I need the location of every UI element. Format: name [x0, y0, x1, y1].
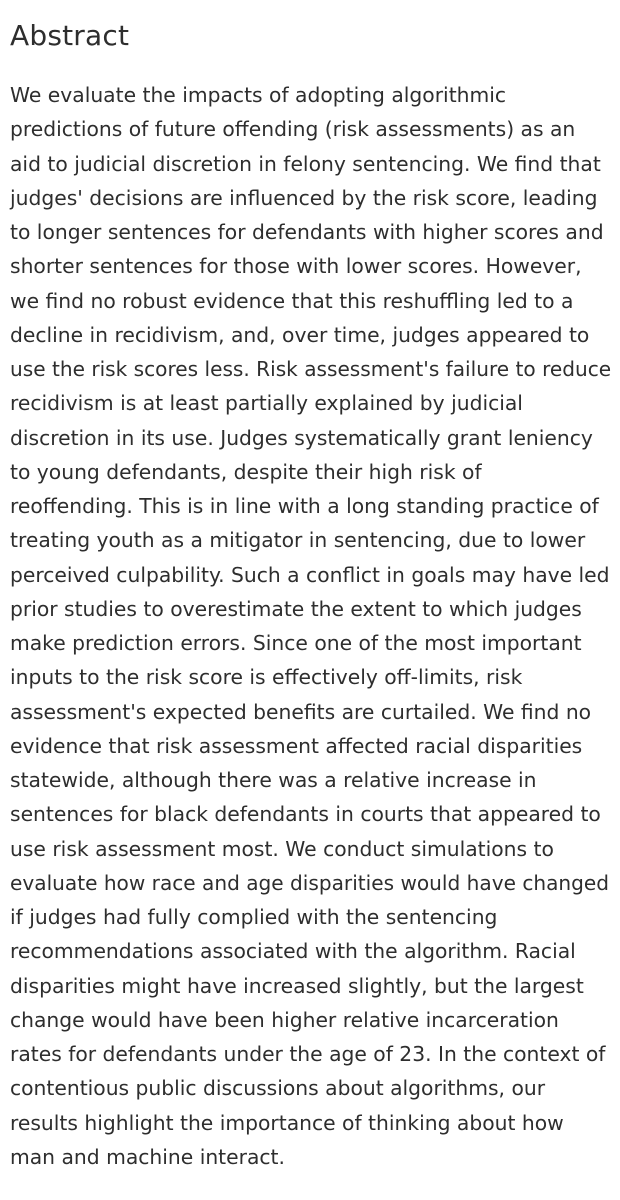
abstract-line: man and machine interact.	[10, 1144, 285, 1169]
abstract-line: disparities might have increased slightly, but the largest	[10, 973, 584, 998]
abstract-line: results highlight the importance of thinking about how	[10, 1110, 564, 1135]
abstract-line: We evaluate the impacts of adopting algorithmic	[10, 83, 507, 107]
abstract-line: aid to judicial discretion in felony sentencing. We find that	[10, 151, 601, 176]
abstract-line: to young defendants, despite their high risk of	[10, 459, 482, 484]
abstract-line: judges' decisions are influenced by the risk score, leading	[10, 185, 598, 210]
abstract-line: if judges had fully complied with the sentencing	[10, 905, 498, 929]
abstract-line: assessment's expected benefits are curtailed. We find no	[10, 699, 592, 724]
abstract-line: rates for defendants under the age of 23. In the context of	[10, 1042, 606, 1066]
abstract-line: decline in recidivism, and, over time, judges appeared to	[10, 322, 590, 347]
abstract-heading: Abstract	[10, 19, 130, 52]
abstract-line: use risk assessment most. We conduct simulations to	[10, 836, 554, 861]
abstract-line: use the risk scores less. Risk assessment's failure to reduce	[10, 357, 612, 381]
abstract-line: reoffending. This is in line with a long standing practice of	[10, 494, 599, 518]
abstract-line: treating youth as a mitigator in sentencing, due to lower	[10, 528, 586, 553]
abstract-line: perceived culpability. Such a conflict in goals may have led	[10, 562, 610, 587]
abstract-line: contentious public discussions about algorithms, our	[10, 1076, 546, 1101]
abstract-paragraph	[10, 78, 612, 1174]
abstract-line: sentences for black defendants in courts that appeared to	[10, 802, 601, 827]
abstract-section	[10, 18, 612, 1174]
abstract-line: inputs to the risk score is effectively off-limits, risk	[10, 665, 523, 690]
abstract-line: make prediction errors. Since one of the most important	[10, 631, 582, 655]
abstract-line: we find no robust evidence that this reshuffling led to a	[10, 288, 574, 313]
abstract-line: statewide, although there was a relative increase in	[10, 768, 537, 792]
abstract-line: recommendations associated with the algorithm. Racial	[10, 939, 576, 964]
abstract-line: evidence that risk assessment affected racial disparities	[10, 733, 583, 758]
abstract-line: prior studies to overestimate the extent to which judges	[10, 596, 582, 621]
abstract-line: recidivism is at least partially explained by judicial	[10, 391, 523, 416]
abstract-line: discretion in its use. Judges systematically grant leniency	[10, 425, 593, 450]
abstract-line: shorter sentences for those with lower scores. However,	[10, 254, 582, 279]
abstract-line: change would have been higher relative incarceration	[10, 1007, 559, 1032]
abstract-line: predictions of future offending (risk assessments) as an	[10, 117, 576, 142]
abstract-line: evaluate how race and age disparities would have changed	[10, 870, 610, 895]
abstract-line: to longer sentences for defendants with higher scores and	[10, 220, 604, 244]
